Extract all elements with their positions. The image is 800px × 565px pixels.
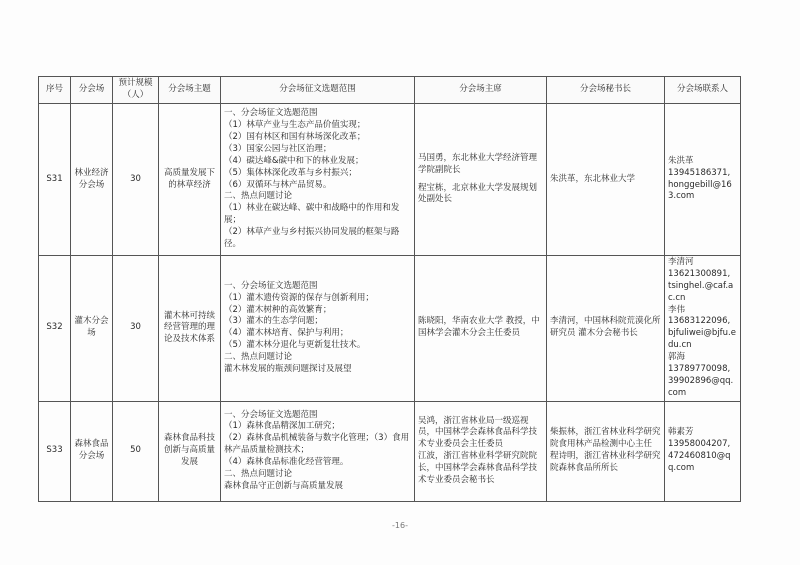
scope-line: （1）森林食品精深加工研究； [224,421,340,432]
contact-line: 13683122096, [668,316,731,327]
row-contact [665,104,741,256]
scope-line: 二、热点问题讨论 [224,191,293,202]
contact-line: 朱洪革 [668,155,694,166]
contact-line: 李伟 [668,304,686,315]
row-venue: 灌木分会场 [71,256,113,402]
secretary-line: 李清河，中国林科院荒漠化所 研究员 灌木分会秘书长 [550,316,661,339]
row-chair [415,104,547,256]
contact-line: 472460810@qq.com [668,451,731,474]
scope-line: （2）林草产业与乡村振兴协同发展的框架与路径。 [224,227,400,249]
scope-line: （4）灌木林培育、保护与利用； [224,328,349,339]
row-venue: 林业经济分会场 [71,104,113,256]
contact-line: 13621300891, [668,268,731,279]
sub-venue-table [38,76,741,502]
row-id: S33 [39,401,71,501]
contact-line: 13789770098, [668,364,731,375]
scope-line: （6）双循环与林产品贸易。 [224,179,332,190]
contact-line: 韩素芳 [668,427,694,438]
header-scope: 分会场征文选题范围 [221,77,415,104]
scope-line: 森林食品守正创新与高质量发展 [224,480,344,491]
row-scope [221,401,415,501]
row-id: S32 [39,256,71,402]
row-theme: 高质量发展下的林草经济 [159,104,221,256]
scope-line: （2）国有林区和国有林场深化改革； [224,131,366,142]
scope-line: 二、热点问题讨论 [224,352,293,363]
row-scope [221,104,415,256]
scope-line: （2）灌木树种的高效繁育； [224,304,332,315]
header-id: 序号 [39,77,71,104]
scope-line: 一、分会场征文选题范围 [224,409,318,420]
scope-line: （4）森林食品标准化经营管理。 [224,457,349,468]
row-chair [415,401,547,501]
scope-line: （3）灌木的生态学问题； [224,316,323,327]
secretary-line: 朱洪革，东北林业大学 [550,173,636,184]
row-scale: 50 [113,401,159,501]
chair-line: 吴鸿，浙江省林业局一级巡视员，中国林学会森林食品科学技术专业委员会主任委员 [418,415,538,450]
scope-line: （1）林草产业与生态产品价值实现； [224,120,366,131]
row-scope [221,256,415,402]
scope-line: （5）灌木林分退化与更新复壮技术。 [224,340,366,351]
chair-line: 江波，浙江省林业科学研究院院长，中国林学会森林食品科学技术专业委员会秘书长 [418,451,538,485]
contact-line: 13958004207, [668,439,731,450]
header-theme: 分会场主题 [159,77,221,104]
chair-line: 陈晓阳，华南农业大学 教授，中国林学会灌木分会主任委员 [418,316,540,339]
scope-line: 灌木林发展的瓶颈问题探讨及展望 [224,364,352,375]
table-row [39,256,741,402]
row-theme: 森林食品科技创新与高质量发展 [159,401,221,501]
scope-line: 二、热点问题讨论 [224,469,293,480]
contact-line: honggebill@163.com [668,179,732,202]
page-number: -16- [392,521,408,530]
scope-line: （4）碳达峰&碳中和下的林业发展； [224,155,364,166]
scope-line: （1）林业在碳达峰、碳中和战略中的作用和发展； [224,203,400,226]
row-id: S31 [39,104,71,256]
contact-line: 郭海 [668,352,686,363]
row-contact [665,401,741,501]
row-venue: 森林食品分会场 [71,401,113,501]
row-secretary [547,401,665,501]
scope-line: 一、分会场征文选题范围 [224,108,318,119]
row-secretary [547,104,665,256]
row-secretary [547,256,665,402]
secretary-line: 程诗明，浙江省林业科学研究院森林食品所所长 [550,451,661,474]
row-scale: 30 [113,256,159,402]
header-scale: 预计规模（人） [113,77,159,104]
table-row [39,104,741,256]
contact-line: 39902896@qq.com [668,375,734,398]
contact-line: bjfuliwei@bjfu.edu.cn [668,328,736,351]
row-theme: 灌木林可持续经营管理的理论及技术体系 [159,256,221,402]
header-chair: 分会场主席 [415,77,547,104]
scope-line: （1）灌木遗传资源的保存与创新利用； [224,292,374,303]
header-venue: 分会场 [71,77,113,104]
scope-line: （3）国家公园与社区治理； [224,143,332,154]
header-contact: 分会场联系人 [665,77,741,104]
secretary-line: 柴振林，浙江省林业科学研究院食用林产品检测中心主任 [550,427,661,450]
row-chair [415,256,547,402]
table-header-row [39,77,741,104]
header-secretary: 分会场秘书长 [547,77,665,104]
row-scale: 30 [113,104,159,256]
scope-line: 一、分会场征文选题范围 [224,280,318,291]
chair-line: 程宝栋，北京林业大学发展规划处副处长 [418,182,538,205]
chair-line: 马国勇，东北林业大学经济管理学院副院长 [418,152,538,175]
contact-line: 13945186371, [668,167,731,178]
contact-line: tsinghel.@caf.ac.cn [668,280,734,303]
scope-line: （5）集体林深化改革与乡村振兴； [224,167,357,178]
table-row [39,401,741,501]
contact-line: 李清河 [668,257,694,267]
row-contact [665,256,741,402]
scope-line: （2）森林食品机械装备与数字化管理；（3）食用林产品质量检测技术； [224,433,410,456]
